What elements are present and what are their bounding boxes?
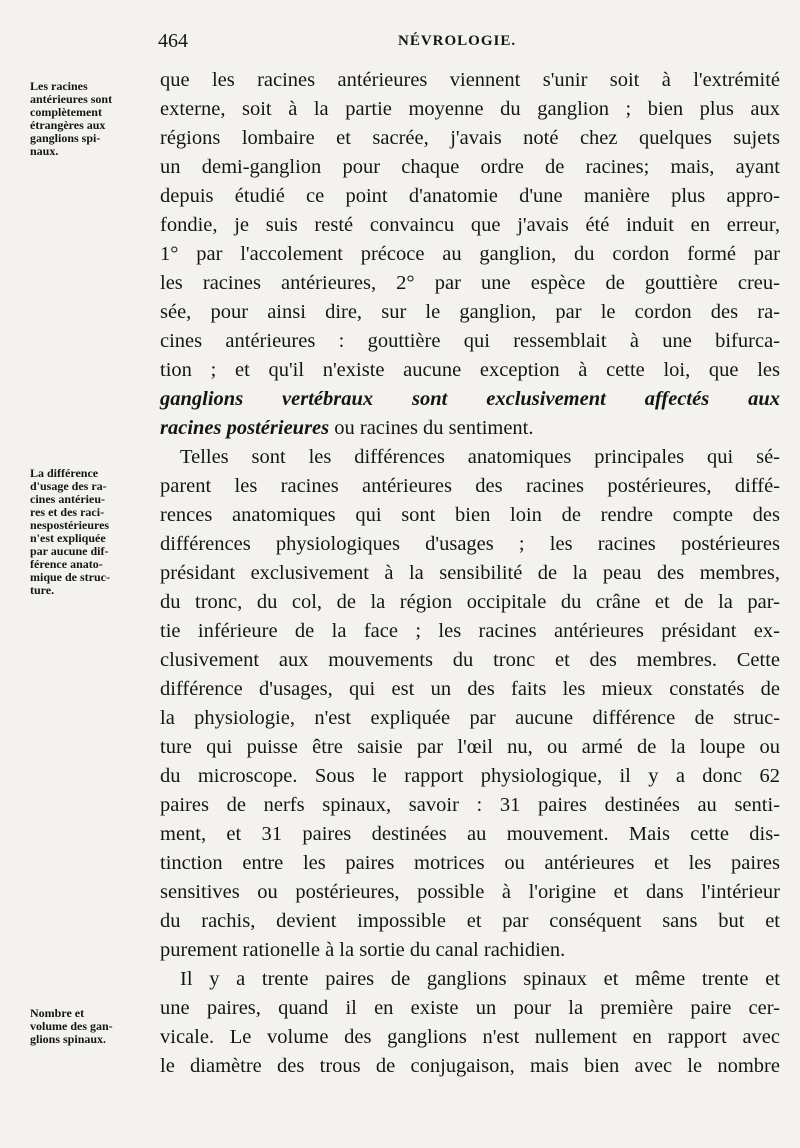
text-line: les racines antérieures, 2° par une espèce de gouttière creu- [160, 272, 780, 294]
text-line: cines antérieures : gouttière qui ressemblait à une bifurca- [160, 330, 780, 352]
text-line: externe, soit à la partie moyenne du ganglion ; bien plus aux [160, 98, 780, 120]
page-header [0, 30, 800, 54]
sidenote-line: ganglions spi- [30, 131, 101, 145]
text-line: vicale. Le volume des ganglions n'est nullement en rapport avec [160, 1026, 780, 1048]
sidenote-line: La différence [30, 466, 99, 480]
sidenote-line: antérieures sont [30, 92, 113, 106]
sidenote-line: nespostérieures [30, 518, 110, 532]
text-line: sensitives ou postérieures, possible à l'origine et dans l'intérieur [160, 881, 780, 903]
text-line: tinction entre les paires motrices ou antérieures et les paires [160, 852, 780, 874]
text-line: depuis étudié ce point d'anatomie d'une manière plus appro- [160, 185, 780, 207]
text-line: ture qui puisse être saisie par l'œil nu, ou armé de la loupe ou [160, 736, 780, 758]
text-line: du microscope. Sous le rapport physiologique, il y a donc 62 [160, 765, 780, 787]
text-line: le diamètre des trous de conjugaison, mais bien avec le nombre [160, 1055, 780, 1077]
sidenote-line: d'usage des ra- [30, 479, 107, 493]
text-line: du tronc, du col, de la région occipitale du crâne et de la par- [160, 591, 780, 613]
sidenote-line: cines antérieu- [30, 492, 105, 506]
sidenote-line: par aucune dif- [30, 544, 109, 558]
sidenote-line: complètement [30, 105, 102, 119]
text-line: présidant exclusivement à la sensibilité de la peau des membres, [160, 562, 780, 584]
text-line: que les racines antérieures viennent s'unir soit à l'extrémité [160, 69, 780, 91]
text-line: différences physiologiques d'usages ; les racines postérieures [160, 533, 780, 555]
text-line: différence d'usages, qui est un des faits les mieux constatés de [160, 678, 780, 700]
text-line: sée, pour ainsi dire, sur le ganglion, par le cordon des ra- [160, 301, 780, 323]
text-line-italic [160, 385, 780, 414]
text-line: la physiologie, n'est expliquée par aucune différence de struc- [160, 707, 780, 729]
italic-emphasis: ganglions vertébraux sont exclusivement affectés aux [160, 388, 780, 410]
text-line: Il y a trente paires de ganglions spinaux et même trente et [180, 968, 780, 990]
text-line: 1° par l'accolement précoce au ganglion, du cordon formé par [160, 243, 780, 265]
text-line: régions lombaire et sacrée, j'avais noté chez quelques sujets [160, 127, 780, 149]
text-line: Telles sont les différences anatomiques principales qui sé- [180, 446, 780, 468]
running-head: NÉVROLOGIE. [398, 33, 517, 49]
text-line: parent les racines antérieures des racines postérieures, diffé- [160, 475, 780, 497]
sidenote-line: férence anato- [30, 557, 103, 571]
text-line: rences anatomiques qui sont bien loin de rendre compte des [160, 504, 780, 526]
text-line: paires de nerfs spinaux, savoir : 31 paires destinées au senti- [160, 794, 780, 816]
sidenote-line: res et des raci- [30, 505, 105, 519]
text-line: du rachis, devient impossible et par conséquent sans but et [160, 910, 780, 932]
text-line: ment, et 31 paires destinées au mouvement. Mais cette dis- [160, 823, 780, 845]
sidenote-line: naux. [30, 144, 59, 158]
sidenote-line: volume des gan- [30, 1019, 113, 1033]
text-line: purement rationelle à la sortie du canal rachidien. [160, 939, 566, 961]
text-line: fondie, je suis resté convaincu que j'avais été induit en erreur, [160, 214, 780, 236]
sidenote-usage-difference [30, 467, 150, 597]
sidenote-ganglia-number [30, 1007, 150, 1046]
sidenote-line: ture. [30, 583, 55, 597]
text-line: tion ; et qu'il n'existe aucune exception à cette loi, que les [160, 359, 780, 381]
sidenote-line: n'est expliquée [30, 531, 106, 545]
body-text [160, 66, 780, 1081]
italic-emphasis: racines postérieures [160, 417, 330, 439]
sidenote-line: mique de struc- [30, 570, 110, 584]
page-number: 464 [158, 30, 188, 52]
text-line: une paires, quand il en existe un pour la première paire cer- [160, 997, 780, 1019]
text-run: ou racines du sentiment. [329, 417, 534, 439]
text-line: clusivement aux mouvements du tronc et des membres. Cette [160, 649, 780, 671]
sidenote-line: Les racines [30, 79, 88, 93]
sidenote-line: glions spinaux. [30, 1032, 107, 1046]
text-line: un demi-ganglion pour chaque ordre de racines; mais, ayant [160, 156, 780, 178]
text-line-mixed [160, 414, 780, 443]
sidenote-anterior-roots [30, 80, 150, 158]
text-line: tie inférieure de la face ; les racines antérieures présidant ex- [160, 620, 780, 642]
sidenote-line: étrangères aux [30, 118, 106, 132]
sidenote-line: Nombre et [30, 1006, 85, 1020]
